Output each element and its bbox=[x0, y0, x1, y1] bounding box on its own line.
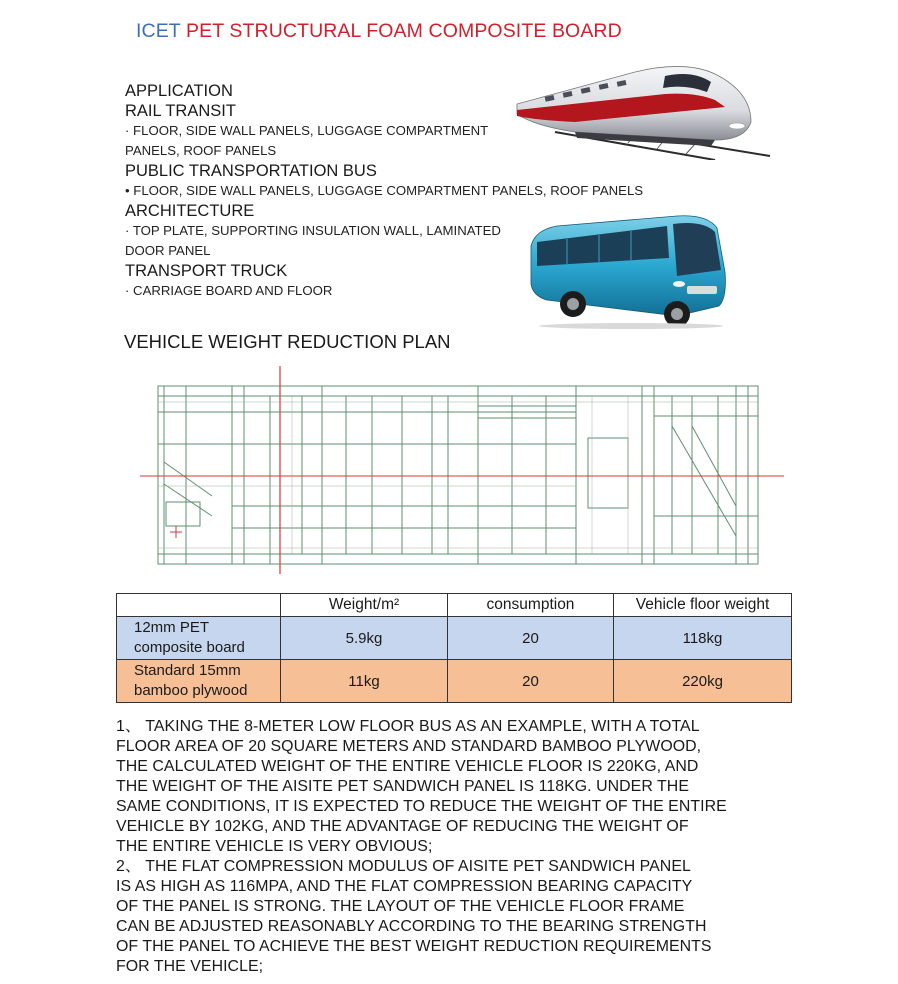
table-header: consumption bbox=[448, 594, 614, 617]
paragraph-line: OF THE PANEL IS STRONG. THE LAYOUT OF THE VEHICLE FLOOR FRAME bbox=[116, 898, 685, 915]
paragraph-line: THE CALCULATED WEIGHT OF THE ENTIRE VEHICLE FLOOR IS 220KG, AND bbox=[116, 758, 699, 775]
material-name-line: Standard 15mm bbox=[134, 662, 241, 679]
paragraph-line: VEHICLE BY 102KG, AND THE ADVANTAGE OF REDUCING THE WEIGHT OF bbox=[116, 818, 689, 835]
vehicle-floor-frame-diagram bbox=[132, 366, 788, 574]
paragraph-line: 1、 TAKING THE 8-METER LOW FLOOR BUS AS AN EXAMPLE, WITH A TOTAL bbox=[116, 718, 700, 735]
table-row bbox=[117, 660, 792, 703]
section-detail-truck-1: · CARRIAGE BOARD AND FLOOR bbox=[125, 283, 333, 298]
paragraph-line: SAME CONDITIONS, IT IS EXPECTED TO REDUCE THE WEIGHT OF THE ENTIRE bbox=[116, 798, 727, 815]
paragraph-2 bbox=[116, 857, 816, 977]
table-header: Weight/m² bbox=[281, 594, 448, 617]
consumption-cell: 20 bbox=[448, 660, 614, 703]
section-detail-architecture-2: DOOR PANEL bbox=[125, 243, 211, 258]
table-header-row bbox=[117, 594, 792, 617]
paragraph-1 bbox=[116, 717, 816, 857]
paragraph-line: IS AS HIGH AS 116MPA, AND THE FLAT COMPRESSION BEARING CAPACITY bbox=[116, 878, 693, 895]
floor-weight-cell: 118kg bbox=[614, 617, 792, 660]
paragraph-line: CAN BE ADJUSTED REASONABLY ACCORDING TO THE BEARING STRENGTH bbox=[116, 918, 707, 935]
paragraph-line: THE WEIGHT OF THE AISITE PET SANDWICH PANEL IS 118KG. UNDER THE bbox=[116, 778, 689, 795]
section-detail-bus-1: • FLOOR, SIDE WALL PANELS, LUGGAGE COMPARTMENT PANELS, ROOF PANELS bbox=[125, 183, 644, 198]
weight-per-m2-cell: 11kg bbox=[281, 660, 448, 703]
table-header: Vehicle floor weight bbox=[614, 594, 792, 617]
weight-comparison-table bbox=[116, 593, 792, 703]
section-detail-rail-2: PANELS, ROOF PANELS bbox=[125, 143, 277, 158]
section-detail-rail-1: · FLOOR, SIDE WALL PANELS, LUGGAGE COMPARTMENT bbox=[125, 123, 489, 138]
title-text: PET STRUCTURAL FOAM COMPOSITE BOARD bbox=[186, 20, 622, 42]
section-heading-bus: PUBLIC TRANSPORTATION BUS bbox=[125, 162, 377, 180]
floor-weight-cell: 220kg bbox=[614, 660, 792, 703]
coach-bus-image bbox=[527, 212, 732, 330]
consumption-cell: 20 bbox=[448, 617, 614, 660]
paragraph-line: OF THE PANEL TO ACHIEVE THE BEST WEIGHT REDUCTION REQUIREMENTS bbox=[116, 938, 712, 955]
application-heading: APPLICATION bbox=[125, 82, 233, 100]
description-text bbox=[116, 717, 816, 977]
high-speed-train-image bbox=[515, 52, 775, 160]
weight-reduction-plan-title: VEHICLE WEIGHT REDUCTION PLAN bbox=[124, 331, 451, 352]
paragraph-line: FLOOR AREA OF 20 SQUARE METERS AND STANDARD BAMBOO PLYWOOD, bbox=[116, 738, 702, 755]
material-name-line: composite board bbox=[134, 639, 245, 656]
paragraph-line: 2、 THE FLAT COMPRESSION MODULUS OF AISITE PET SANDWICH PANEL bbox=[116, 858, 691, 875]
paragraph-line: THE ENTIRE VEHICLE IS VERY OBVIOUS; bbox=[116, 838, 433, 855]
brand-name: ICET bbox=[136, 20, 181, 42]
table-row bbox=[117, 617, 792, 660]
page-title bbox=[136, 20, 622, 43]
section-heading-truck: TRANSPORT TRUCK bbox=[125, 262, 288, 280]
material-name bbox=[117, 660, 281, 703]
table-header bbox=[117, 594, 281, 617]
section-heading-architecture: ARCHITECTURE bbox=[125, 202, 255, 220]
section-heading-rail: RAIL TRANSIT bbox=[125, 102, 236, 120]
material-name-line: bamboo plywood bbox=[134, 682, 248, 699]
material-name-line: 12mm PET bbox=[134, 619, 210, 636]
paragraph-line: FOR THE VEHICLE; bbox=[116, 958, 264, 975]
weight-per-m2-cell: 5.9kg bbox=[281, 617, 448, 660]
material-name bbox=[117, 617, 281, 660]
section-detail-architecture-1: · TOP PLATE, SUPPORTING INSULATION WALL, LAMINATED bbox=[125, 223, 501, 238]
